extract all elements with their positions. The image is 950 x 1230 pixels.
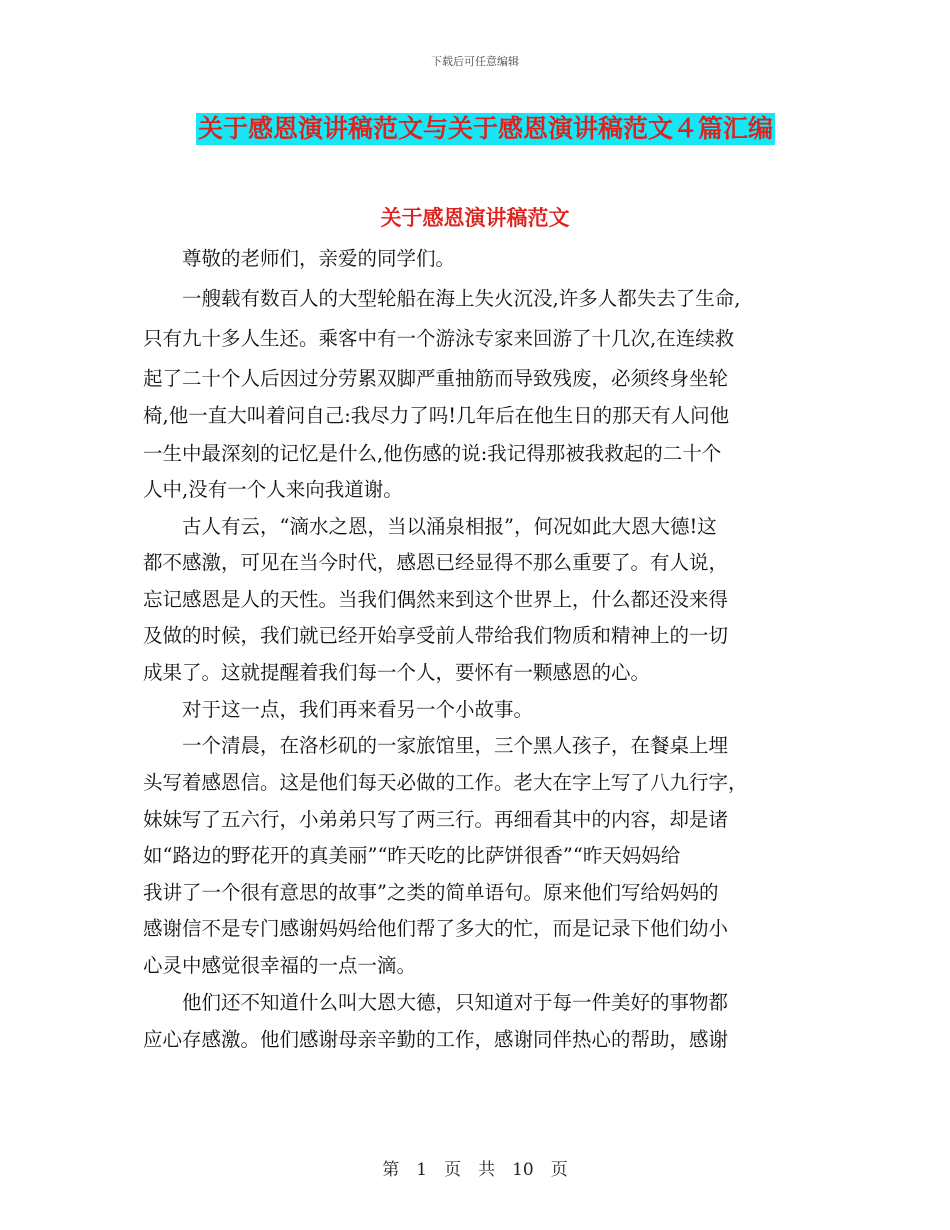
text-line: 起了二十个人后因过分劳累双脚严重抽筋而导致残废，必须终身坐轮 (143, 367, 729, 390)
text-line: 一生中最深刻的记忆是什么,他伤感的说:我记得那被我救起的二十个 (143, 442, 722, 465)
text-line: 我讲了一个很有意思的故事”之类的简单语句。原来他们写给妈妈的 (143, 881, 719, 904)
text-line: 都不感激，可见在当今时代，感恩已经显得不那么重要了。有人说， (143, 551, 729, 574)
text-line: 忘记感恩是人的天性。当我们偶然来到这个世界上，什么都还没来得 (143, 588, 729, 611)
text-line: 头写着感恩信。这是他们每天必做的工作。老大在字上写了八九行字， (143, 771, 748, 794)
text-line: 人中,没有一个人来向我道谢。 (143, 478, 403, 501)
text-line: 一个清晨，在洛杉矶的一家旅馆里，三个黑人孩子，在餐桌上埋 (143, 734, 729, 757)
page-header-note: 下载后可任意编辑 (431, 55, 519, 68)
text-line: 尊敬的老师们，亲爱的同学们。 (143, 247, 456, 270)
page-number: 第 1 页 共 10 页 (382, 1160, 568, 1180)
text-line: 只有九十多人生还。乘客中有一个游泳专家来回游了十几次,在连续救 (143, 327, 735, 350)
text-line: 如“路边的野花开的真美丽”“昨天吃的比萨饼很香”“昨天妈妈给 (143, 844, 681, 867)
text-line: 椅,他一直大叫着问自己:我尽力了吗!几年后在他生日的那天有人问他 (143, 404, 730, 427)
section-title: 关于感恩演讲稿范文 (380, 205, 570, 230)
document-main-title: 关于感恩演讲稿范文与关于感恩演讲稿范文４篇汇编 (198, 114, 774, 143)
text-line: 应心存感激。他们感谢母亲辛勤的工作，感谢同伴热心的帮助，感谢 (143, 1028, 729, 1051)
text-line: 成果了。这就提醒着我们每一个人，要怀有一颗感恩的心。 (143, 661, 651, 684)
text-line: 他们还不知道什么叫大恩大德，只知道对于每一件美好的事物都 (143, 991, 729, 1014)
text-line: 对于这一点，我们再来看另一个小故事。 (143, 698, 534, 721)
text-line: 心灵中感觉很幸福的一点一滴。 (143, 954, 417, 977)
text-line: 感谢信不是专门感谢妈妈给他们帮了多大的忙，而是记录下他们幼小 (143, 917, 729, 940)
text-line: 一艘载有数百人的大型轮船在海上失火沉没,许多人都失去了生命, (143, 287, 741, 310)
text-line: 妹妹写了五六行，小弟弟只写了两三行。再细看其中的内容，却是诸 (143, 808, 729, 831)
text-line: 古人有云，“滴水之恩，当以涌泉相报”，何况如此大恩大德!这 (143, 515, 717, 538)
text-line: 及做的时候，我们就已经开始享受前人带给我们物质和精神上的一切 (143, 624, 729, 647)
